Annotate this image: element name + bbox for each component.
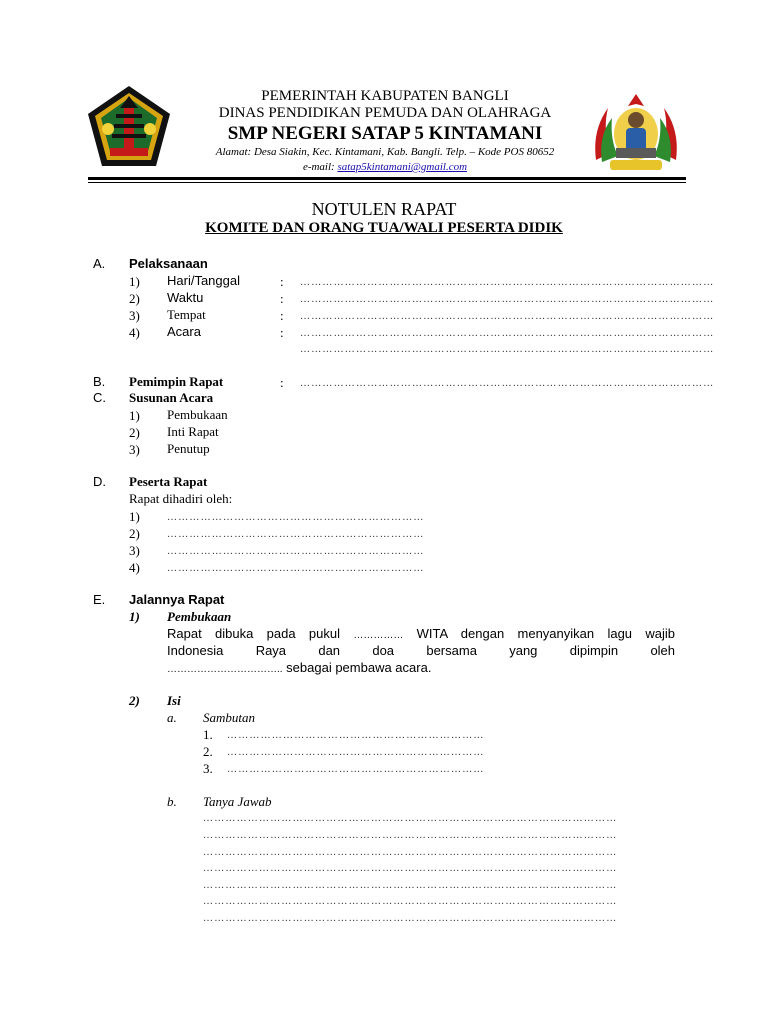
e1-word: doa	[372, 643, 395, 658]
fill-dots[interactable]: …………………………………………………………………………………………………	[203, 896, 618, 907]
document-title: NOTULEN RAPAT	[311, 199, 457, 219]
fill-dots[interactable]: ……………………………………………………………	[167, 529, 425, 540]
colon: :	[280, 291, 284, 306]
c-item-num: 3)	[129, 442, 140, 457]
email-label: e-mail:	[302, 161, 338, 173]
e2-b-label: Tanya Jawab	[203, 794, 272, 809]
fill-dots[interactable]: …………………………………………………………………………………………………	[203, 913, 618, 924]
fill-dots[interactable]: …………………………………………………………………………………………………	[203, 847, 618, 858]
fill-dots[interactable]: …………………………………………………………………………………………………	[300, 294, 715, 305]
e2-b-letter: b.	[167, 794, 177, 809]
e2-a-letter: a.	[167, 710, 177, 725]
e1-word: yang	[509, 643, 538, 658]
email-link[interactable]: satap5kintamani@gmail.com	[337, 161, 468, 173]
fill-dots[interactable]: …………………………………………………………………………………………………	[203, 813, 618, 824]
section-b-letter: B.	[93, 374, 106, 389]
section-c-letter: C.	[93, 390, 106, 405]
e1-mc-dots[interactable]: ……………………………..	[167, 664, 283, 675]
e1-line1	[167, 627, 675, 641]
fill-dots[interactable]: ……………………………………………………………	[227, 747, 485, 758]
fill-dots[interactable]: …………………………………………………………………………………………………	[300, 328, 715, 339]
school-logo	[588, 90, 684, 176]
section-e-heading: Jalannya Rapat	[129, 592, 225, 607]
a-item-label: Hari/Tanggal	[167, 273, 240, 288]
section-d-heading: Peserta Rapat	[129, 474, 208, 489]
e2-heading: Isi	[167, 693, 181, 708]
header-government-line: PEMERINTAH KABUPATEN BANGLI	[261, 88, 509, 104]
fill-dots[interactable]: ……………………………………………………………	[227, 764, 485, 775]
c-item-label: Inti Rapat	[167, 424, 219, 439]
bangli-regency-logo	[86, 84, 172, 170]
a-item-label: Tempat	[167, 307, 206, 322]
e1-word: Raya	[255, 643, 287, 658]
fill-dots[interactable]: …………………………………………………………………………………………………	[300, 378, 715, 389]
fill-dots[interactable]: ……………………………………………………………	[167, 546, 425, 557]
fill-dots[interactable]: ……………………………………………………………	[227, 730, 485, 741]
e1-line3	[167, 661, 431, 675]
e1-num: 1)	[129, 609, 140, 624]
document-subtitle: KOMITE DAN ORANG TUA/WALI PESERTA DIDIK	[205, 220, 563, 236]
d-num: 2)	[129, 526, 140, 541]
d-num: 1)	[129, 509, 140, 524]
section-c-heading: Susunan Acara	[129, 390, 214, 405]
a-item-num: 1)	[129, 274, 140, 289]
colon: :	[280, 375, 284, 390]
e1-word: dan	[318, 643, 341, 658]
header-department-line: DINAS PENDIDIKAN PEMUDA DAN OLAHRAGA	[218, 105, 552, 121]
e1-word: Indonesia	[167, 643, 224, 658]
c-item-label: Penutup	[167, 441, 210, 456]
e1-line2	[167, 644, 675, 657]
a-item-num: 4)	[129, 325, 140, 340]
e1-word: oleh	[650, 643, 676, 658]
fill-dots[interactable]: …………………………………………………………………………………………………	[203, 863, 618, 874]
e1-line3-text: sebagai pembawa acara.	[282, 660, 432, 675]
header-email-line	[170, 162, 600, 173]
colon: :	[280, 325, 284, 340]
section-e-letter: E.	[93, 592, 106, 607]
colon: :	[280, 274, 284, 289]
fill-dots[interactable]: …………………………………………………………………………………………………	[300, 344, 715, 355]
fill-dots[interactable]: …………………………………………………………………………………………………	[203, 830, 618, 841]
header-school-name: SMP NEGERI SATAP 5 KINTAMANI	[227, 123, 543, 144]
section-a-letter: A.	[93, 256, 106, 271]
e1-time-dots[interactable]: ……………	[353, 630, 404, 641]
d-num: 4)	[129, 560, 140, 575]
a-item-label: Acara	[167, 324, 201, 339]
d-num: 3)	[129, 543, 140, 558]
colon: :	[280, 308, 284, 323]
e1-line1-end: WITA dengan menyanyikan lagu wajib	[403, 626, 675, 641]
header-divider-thick	[88, 177, 686, 180]
e1-word: dipimpin	[569, 643, 619, 658]
e1-heading: Pembukaan	[167, 609, 232, 624]
section-d-intro: Rapat dihadiri oleh:	[129, 491, 233, 506]
section-d-letter: D.	[93, 474, 106, 489]
a-item-num: 2)	[129, 291, 140, 306]
a-item-label: Waktu	[167, 290, 204, 305]
fill-dots[interactable]: …………………………………………………………………………………………………	[203, 880, 618, 891]
fill-dots[interactable]: ……………………………………………………………	[167, 512, 425, 523]
fill-dots[interactable]: ……………………………………………………………	[167, 563, 425, 574]
sambutan-num: 3.	[203, 761, 213, 776]
e2-num: 2)	[129, 693, 140, 708]
c-item-num: 2)	[129, 425, 140, 440]
a-item-num: 3)	[129, 308, 140, 323]
section-b-heading: Pemimpin Rapat	[129, 374, 224, 389]
fill-dots[interactable]: …………………………………………………………………………………………………	[300, 311, 715, 322]
section-a-heading: Pelaksanaan	[129, 256, 208, 271]
c-item-num: 1)	[129, 408, 140, 423]
fill-dots[interactable]: …………………………………………………………………………………………………	[300, 277, 715, 288]
e1-line1-start: Rapat dibuka pada pukul	[167, 626, 354, 641]
c-item-label: Pembukaan	[167, 407, 228, 422]
header-divider-thin	[88, 182, 686, 183]
e2-a-label: Sambutan	[203, 710, 255, 725]
e1-word: bersama	[426, 643, 477, 658]
sambutan-num: 2.	[203, 744, 213, 759]
sambutan-num: 1.	[203, 727, 213, 742]
header-address: Alamat: Desa Siakin, Kec. Kintamani, Kab. Bangli. Telp. – Kode POS 80652	[215, 146, 555, 158]
